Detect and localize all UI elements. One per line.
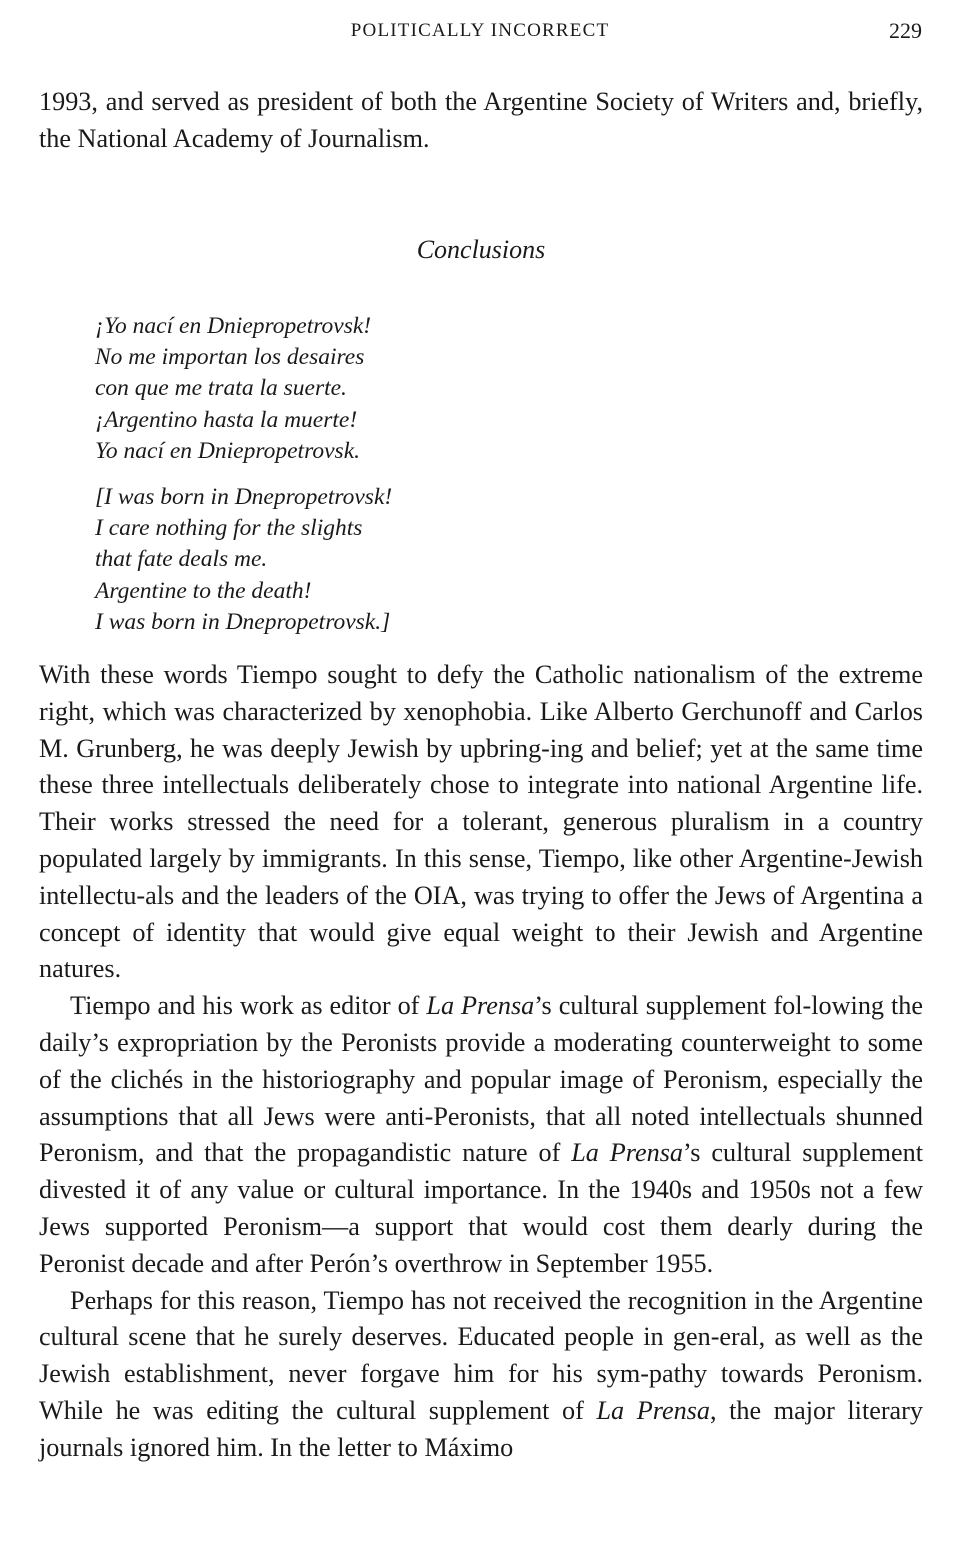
paragraph-3-part-b: , the major literary journals ignored him. In the letter to Máximo: [39, 1395, 923, 1462]
paragraph-1: With these words Tiempo sought to defy the Catholic nationalism of the extreme right, which was characterized by xenophobia. Like Alberto Gerchunoff and Carlos M. Grunberg, he was deeply Jewish by upbring-ing and belief; yet at the same time these three intellectuals deliberately chose to integrate into national Argentine life. Their works stressed the need for a tolerant, generous pluralism in a country populated largely by immigrants. In this sense, Tiempo, like other Argentine-Jewish intellectu-als and the leaders of the OIA, was trying to offer the Jews of Argentina a concept of identity that would give equal weight to their Jewish and Argentine natures.: [39, 660, 923, 984]
newspaper-title: La Prensa: [571, 1138, 684, 1168]
poem-line: con que me trata la suerte.: [95, 375, 347, 402]
carry-over-paragraph: 1993, and served as president of both the Argentine Society of Writers and, briefly, the National Academy of Journalism.: [39, 87, 923, 153]
newspaper-title: La Prensa: [426, 991, 535, 1021]
running-title: POLITICALLY INCORRECT: [350, 20, 610, 41]
running-head: [38, 18, 922, 44]
poem-line: ¡Yo nací en Dniepropetrovsk!: [95, 313, 372, 339]
poem-line: [I was born in Dnepropetrovsk!: [95, 484, 393, 510]
main-text: [39, 657, 923, 1467]
section-title: Conclusions: [416, 235, 546, 264]
poem-line: that fate deals me.: [95, 546, 268, 573]
poem-english-translation: [95, 482, 695, 638]
paragraph-2: [39, 988, 923, 1282]
poem-line: I was born in Dnepropetrovsk.]: [95, 608, 391, 635]
paragraph-2-part-b: ’s cultural supplement fol-lowing the daily’s expropriation by the Peronists provide a moderating counterweight to some of the clichés in the historiography and popular image of Peronism, especially the assumptions that all Jews were anti-Peronists, that all noted intellectuals shunned Peronism, and that the propagandistic nature of: [39, 991, 923, 1168]
newspaper-title: La Prensa: [596, 1395, 710, 1425]
poem-line: I care nothing for the slights: [95, 515, 363, 542]
poem-line: ¡Argentino hasta la muerte!: [95, 406, 358, 433]
paragraph-3-part-a: Perhaps for this reason, Tiempo has not received the recognition in the Argentine cultural scene that he surely deserves. Educated people in gen-eral, as well as the Jewish establishment, never forgave him for his sym-pathy towards Peronism. While he was editing the cultural supplement of: [39, 1285, 923, 1425]
page-number: 229: [889, 18, 922, 43]
poem-line: Yo nací en Dniepropetrovsk.: [95, 437, 360, 464]
paragraph-2-part-c: ’s cultural supplement divested it of any value or cultural importance. In the 1940s and 1950s not a few Jews supported Peronism—a support that would cost them dearly during the Peronist decade and after Perón’s overthrow in September 1955.: [39, 1138, 923, 1278]
paragraph-2-part-a: Tiempo and his work as editor of: [70, 991, 427, 1021]
poem-line: No me importan los desaires: [95, 344, 365, 371]
poem-spanish: [95, 311, 695, 467]
poem-line: Argentine to the death!: [95, 577, 312, 604]
paragraph-3: [39, 1283, 923, 1467]
